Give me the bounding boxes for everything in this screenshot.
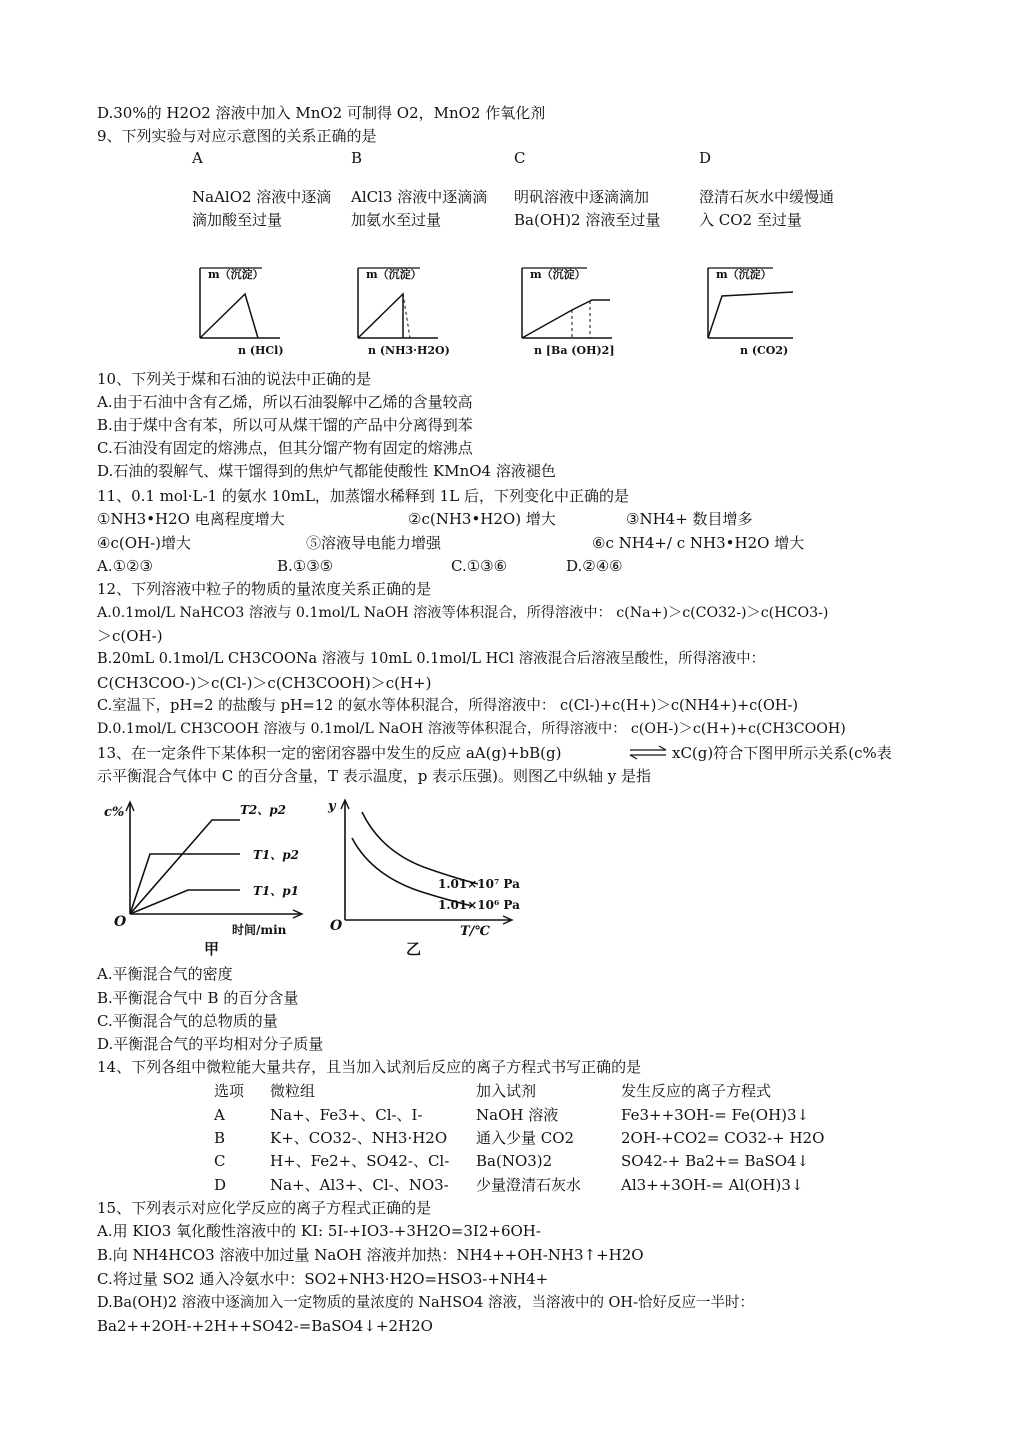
table-cell: 2OH-+CO2= CO32-+ H2O	[621, 1129, 825, 1147]
q15-option-d-line2: Ba2++2OH-+2H++SO42-=BaSO4↓+2H2O	[97, 1317, 433, 1335]
q9-graph-d-ylabel: m（沉淀）	[716, 268, 772, 281]
q9-letter-b: B	[351, 149, 363, 167]
table-cell: B	[214, 1129, 226, 1147]
q9-desc-c: 明矾溶液中逐滴滴加 Ba(OH)2 溶液至过量	[514, 188, 661, 229]
q10-option-d: D.石油的裂解气、煤干馏得到的焦炉气都能使酸性 KMnO4 溶液褪色	[97, 462, 556, 480]
table-cell: Na+、Al3+、Cl-、NO3-	[270, 1176, 449, 1194]
q10-option-a: A.由于石油中含有乙烯，所以石油裂解中乙烯的含量较高	[97, 393, 473, 411]
q13-stem-part2: xC(g)符合下图甲所示关系(c%表	[672, 744, 892, 762]
q8-option-d: D.30%的 H2O2 溶液中加入 MnO2 可制得 O2，MnO2 作氧化剂	[97, 104, 546, 122]
table-cell: K+、CO32-、NH3·H2O	[270, 1129, 448, 1147]
q11-option-b: B.①③⑤	[277, 557, 334, 575]
table-cell: C	[214, 1152, 226, 1170]
q13-chart-yi-ylabel: y	[328, 799, 336, 814]
q9-graph-c-xlabel: n [Ba (OH)2]	[534, 344, 615, 357]
q15-option-c: C.将过量 SO2 通入冷氨水中：SO2+NH3·H2O=HSO3-+NH4+	[97, 1270, 549, 1288]
q10-option-b: B.由于煤中含有苯，所以可从煤干馏的产品中分离得到苯	[97, 416, 473, 434]
q13-pressure-label-1: 1.01×10⁷ Pa	[438, 877, 520, 891]
q13-chart-jia-origin: O	[114, 914, 127, 930]
q14-stem: 14、下列各组中微粒能大量共存，且当加入试剂后反应的离子方程式书写正确的是	[97, 1058, 642, 1076]
table-cell: 少量澄清石灰水	[476, 1176, 582, 1194]
q9-graph-c-ylabel: m（沉淀）	[530, 268, 586, 281]
q9-graph-b-ylabel: m（沉淀）	[366, 268, 422, 281]
q9-graph-d	[698, 258, 838, 363]
q12-option-d: D.0.1mol/L CH3COOH 溶液与 0.1mol/L NaOH 溶液等体积混合，所得溶液中： c(OH-)＞c(H+)+c(CH3COOH)	[97, 721, 846, 737]
q11-item-3: ③NH4+ 数目增多	[626, 510, 753, 528]
table-cell: Na+、Fe3+、Cl-、I-	[270, 1106, 423, 1124]
table-cell: A	[214, 1106, 225, 1124]
q9-graph-a-xlabel: n (HCl)	[238, 344, 284, 357]
q13-chart-yi-origin: O	[330, 918, 343, 934]
q15-option-d-line1: D.Ba(OH)2 溶液中逐滴加入一定物质的量浓度的 NaHSO4 溶液，当溶液中的 OH-恰好反应一半时：	[97, 1295, 754, 1311]
q9-desc-a: NaAlO2 溶液中逐滴滴加酸至过量	[192, 188, 332, 229]
q13-option-d: D.平衡混合气的平均相对分子质量	[97, 1035, 324, 1053]
table-header: 加入试剂	[476, 1082, 537, 1100]
q12-option-a-line2: ＞c(OH-)	[97, 627, 163, 645]
table-header: 发生反应的离子方程式	[621, 1082, 772, 1100]
q9-graph-a-ylabel: m（沉淀）	[208, 268, 264, 281]
q13-curve-label-1: T2、p2	[240, 803, 287, 817]
q13-chart-jia-caption: 甲	[204, 940, 220, 958]
q12-option-c: C.室温下，pH=2 的盐酸与 pH=12 的氨水等体积混合，所得溶液中： c(Cl-)+c(H+)＞c(NH4+)+c(OH-)	[97, 698, 799, 714]
q13-pressure-label-2: 1.01×10⁶ Pa	[438, 898, 520, 912]
table-cell: SO42-+ Ba2+= BaSO4↓	[621, 1152, 810, 1170]
q9-graph-b-xlabel: n (NH3·H2O)	[368, 344, 450, 357]
q11-item-4: ④c(OH-)增大	[97, 534, 191, 552]
q9-desc-d: 澄清石灰水中缓慢通入 CO2 至过量	[699, 188, 835, 229]
q9-letter-a: A	[192, 149, 203, 167]
q15-option-b: B.向 NH4HCO3 溶液中加过量 NaOH 溶液并加热：NH4++OH-NH3↑+H2O	[97, 1246, 644, 1264]
q11-stem: 11、0.1 mol·L-1 的氨水 10mL，加蒸馏水稀释到 1L 后，下列变化中正确的是	[97, 487, 629, 505]
q12-stem: 12、下列溶液中粒子的物质的量浓度关系正确的是	[97, 580, 432, 598]
q9-graph-b	[348, 258, 498, 363]
q11-item-5: ⑤溶液导电能力增强	[306, 534, 442, 552]
table-cell: 通入少量 CO2	[476, 1129, 575, 1147]
q13-stem-part1: 13、在一定条件下某体积一定的密闭容器中发生的反应 aA(g)+bB(g)	[97, 744, 562, 762]
q12-option-b-line2: C(CH3COO-)＞c(Cl-)＞c(CH3COOH)＞c(H+)	[97, 674, 432, 692]
table-cell: H+、Fe2+、SO42-、Cl-	[270, 1152, 450, 1170]
q9-stem: 9、下列实验与对应示意图的关系正确的是	[97, 127, 377, 145]
q13-chart-jia-xlabel: 时间/min	[232, 923, 287, 937]
table-cell: NaOH 溶液	[476, 1106, 559, 1124]
q15-stem: 15、下列表示对应化学反应的离子方程式正确的是	[97, 1199, 432, 1217]
q13-option-c: C.平衡混合气的总物质的量	[97, 1012, 278, 1030]
table-cell: Fe3++3OH-= Fe(OH)3↓	[621, 1106, 810, 1124]
q11-option-d: D.②④⑥	[566, 557, 623, 575]
q11-item-2: ②c(NH3•H2O) 增大	[408, 510, 556, 528]
q13-chart-yi	[320, 792, 550, 962]
q10-option-c: C.石油没有固定的熔沸点，但其分馏产物有固定的熔沸点	[97, 439, 473, 457]
q15-option-a: A.用 KIO3 氧化酸性溶液中的 KI: 5I-+IO3-+3H2O=3I2+6OH-	[97, 1222, 541, 1240]
q9-graph-d-xlabel: n (CO2)	[740, 344, 789, 357]
q10-stem: 10、下列关于煤和石油的说法中正确的是	[97, 370, 372, 388]
q13-option-a: A.平衡混合气的密度	[97, 965, 233, 983]
q13-chart-jia	[100, 792, 315, 962]
q11-option-c: C.①③⑥	[451, 557, 508, 575]
q11-item-1: ①NH3•H2O 电离程度增大	[97, 510, 285, 528]
q12-option-a-line1: A.0.1mol/L NaHCO3 溶液与 0.1mol/L NaOH 溶液等体积混合，所得溶液中： c(Na+)＞c(CO32-)＞c(HCO3-)	[97, 605, 829, 621]
q11-item-6: ⑥c NH4+/ c NH3•H2O 增大	[592, 534, 805, 552]
q9-graph-c	[512, 258, 672, 363]
q13-curve-label-2: T1、p2	[253, 848, 300, 862]
q13-chart-yi-xlabel: T/℃	[460, 924, 490, 939]
table-cell: D	[214, 1176, 227, 1194]
q9-desc-b: AlCl3 溶液中逐滴滴加氨水至过量	[351, 188, 488, 229]
q11-option-a: A.①②③	[97, 557, 153, 575]
q13-curve-label-3: T1、p1	[253, 884, 300, 898]
q9-graph-a	[190, 258, 330, 363]
table-header: 选项	[214, 1082, 245, 1100]
table-cell: Al3++3OH-= Al(OH)3↓	[621, 1176, 804, 1194]
q9-letter-d: D	[699, 149, 712, 167]
q13-stem-line2: 示平衡混合气体中 C 的百分含量，T 表示温度，p 表示压强)。则图乙中纵轴 y 是指	[97, 767, 652, 785]
q9-letter-c: C	[514, 149, 526, 167]
q12-option-b-line1: B.20mL 0.1mol/L CH3COONa 溶液与 10mL 0.1mol/L HCl 溶液混合后溶液呈酸性，所得溶液中：	[97, 651, 766, 667]
table-cell: Ba(NO3)2	[476, 1152, 553, 1170]
q13-chart-yi-caption: 乙	[406, 940, 422, 958]
q13-chart-jia-ylabel: c%	[104, 805, 125, 820]
equilibrium-arrow-icon	[628, 744, 670, 762]
table-header: 微粒组	[270, 1082, 316, 1100]
q13-option-b: B.平衡混合气中 B 的百分含量	[97, 989, 299, 1007]
